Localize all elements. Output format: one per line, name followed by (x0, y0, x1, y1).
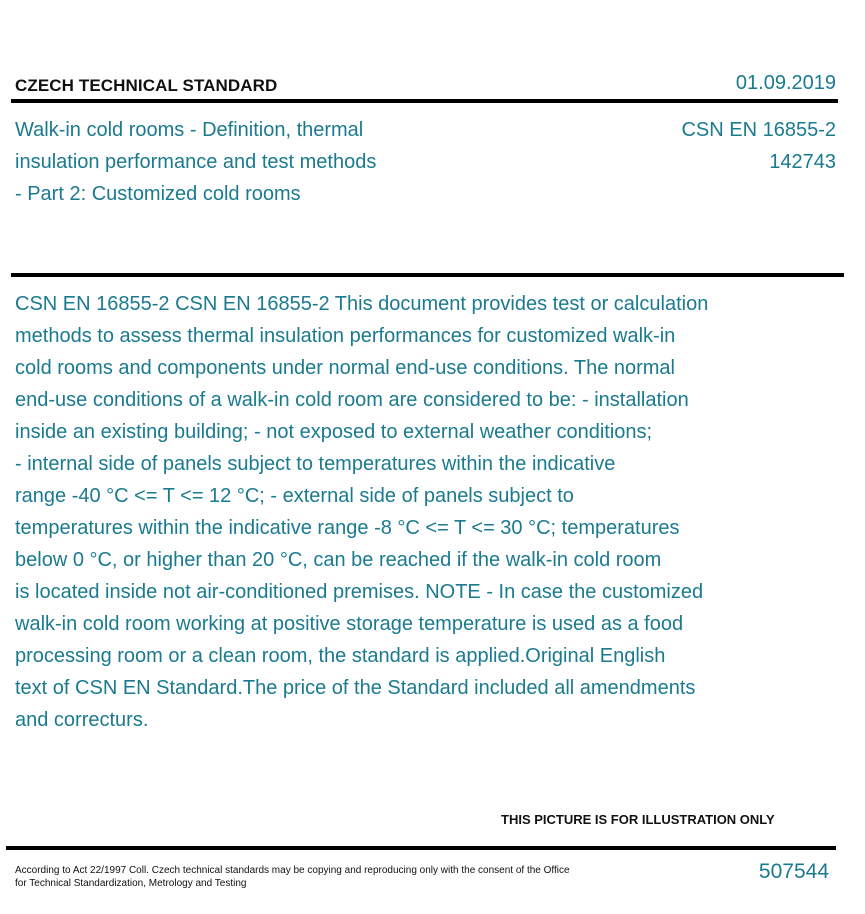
title-line: Walk-in cold rooms - Definition, thermal (15, 119, 364, 141)
publication-date: 01.09.2019 (735, 72, 836, 94)
footer-code: 507544 (758, 860, 829, 883)
header-divider (11, 99, 838, 103)
legal-line: According to Act 22/1997 Coll. Czech technical standards may be copying and reproducing only with the consent of the Office (15, 865, 570, 876)
document-type-label: CZECH TECHNICAL STANDARD (15, 76, 278, 95)
illustration-note: THIS PICTURE IS FOR ILLUSTRATION ONLY (501, 812, 775, 827)
standard-code: CSN EN 16855-2 (681, 119, 836, 141)
title-line: - Part 2: Customized cold rooms (15, 183, 301, 205)
standard-identifiers (681, 114, 836, 178)
legal-notice (15, 864, 595, 890)
catalog-number: 142743 (769, 151, 836, 173)
footer-divider (6, 846, 836, 850)
title-divider (11, 273, 844, 277)
abstract-text: CSN EN 16855-2 CSN EN 16855-2 This document provides test or calculation methods to assess thermal insulation performances for customized walk-in cold rooms and components under normal end-use conditions. The normal end-use conditions of a walk-in cold room are considered to be: - installation inside an existing building; - not exposed to external weather conditions; - internal side of panels subject to temperatures within the indicative range -40 °C <= T <= 12 °C; - external side of panels subject to temperatures within the indicative range -8 °C <= T <= 30 °C; temperatures below 0 °C, or higher than 20 °C, can be reached if the walk-in cold room is located inside not air-conditioned premises. NOTE - In case the customized walk-in cold room working at positive storage temperature is used as a food processing room or a clean room, the standard is applied.Original English text of CSN EN Standard.The price of the Standard included all amendments and correcturs. (15, 293, 709, 731)
legal-line: for Technical Standardization, Metrology and Testing (15, 878, 247, 889)
title-line: insulation performance and test methods (15, 151, 377, 173)
standard-title (15, 114, 435, 210)
